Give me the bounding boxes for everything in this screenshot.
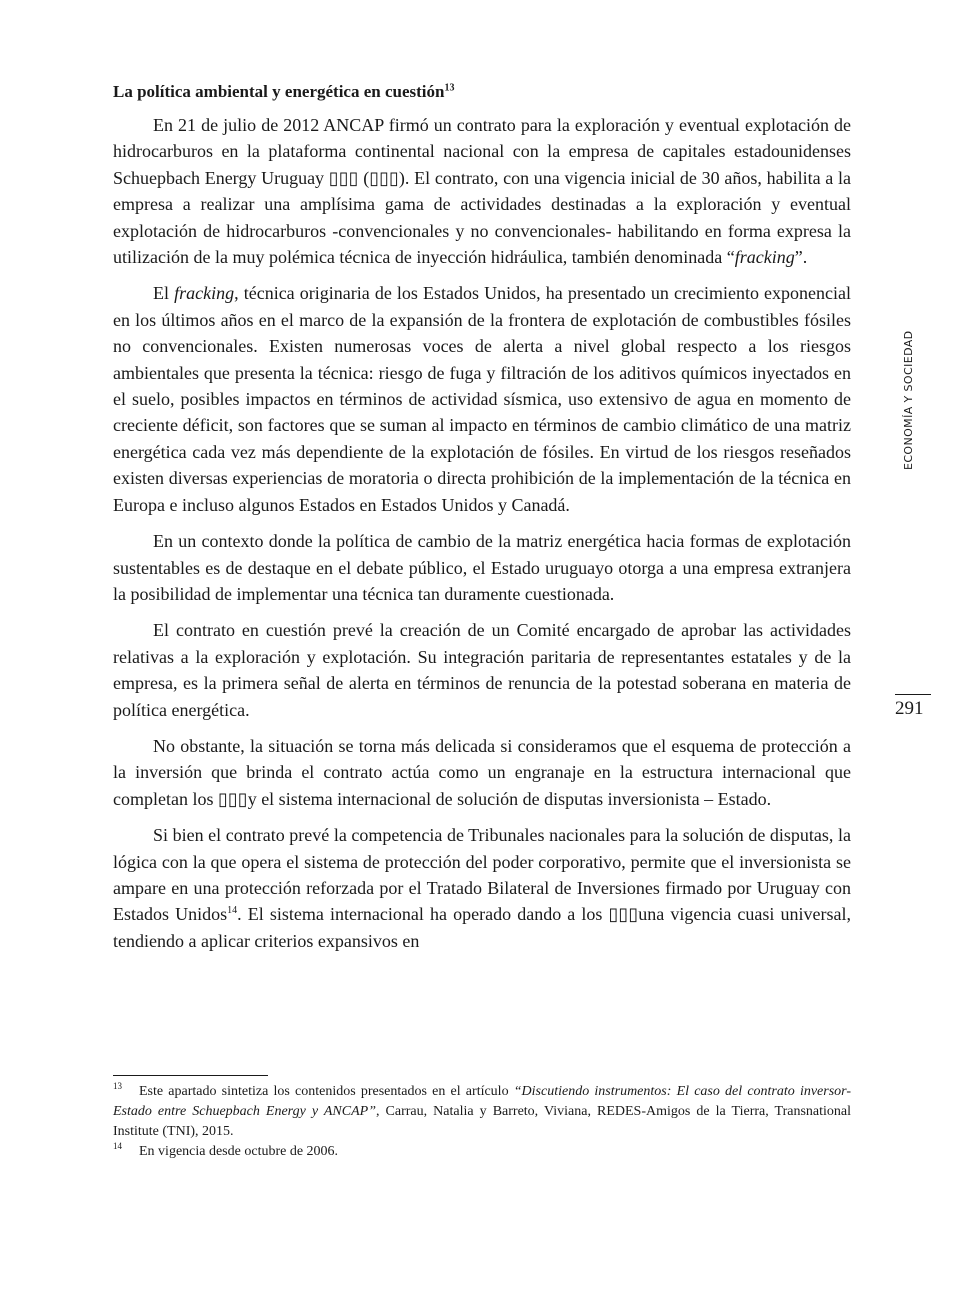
section-heading-text: La política ambiental y energética en cuestión — [113, 82, 445, 101]
paragraph-4: El contrato en cuestión prevé la creación de un Comité encargado de aprobar las actividades relativas a la exploración y explotación. Su integración paritaria de representantes estatales y de la empresa, es la primera señal de alerta en términos de renuncia de la potestad soberana en materia de política energética. — [113, 620, 851, 720]
footnote-13-text-b: , Carrau, Natalia y Barreto, Viviana, REDES-Amigos de la Tierra, Transnational Institute (TNI), 2015. — [113, 1104, 852, 1139]
paragraph-5: No obstante, la situación se torna más delicada si consideramos que el esquema de protección a la inversión que brinda el contrato actúa como un engranaje en la estructura internacional que completan los ▯▯▯y el sistema internacional de solución de disputas inversionista – Estado. — [113, 735, 851, 809]
paragraph-1-italic: fracking — [734, 247, 795, 268]
paragraph-2-text-a: El — [153, 283, 175, 304]
footnote-ref-14: 14 — [227, 905, 238, 917]
paragraph-1-text-a: En 21 de julio de 2012 ANCAP firmó un contrato para la exploración y eventual explotación de hidrocarburos en la plataforma continental nacional con la empresa de capitales estadounidenses Schuepbach Energy Uruguay ▯▯▯ (▯▯▯). El contrato, con una vigencia inicial de 30 años, habilita a la empresa a realizar una amplísima gama de actividades destinadas a la exploración y eventual explotación de hidrocarburos -convencionales y no convencionales- habilitando en forma expresa la utilización de la muy polémica técnica de inyección hidráulica, también denominada “ — [113, 115, 851, 268]
paragraph-2 — [113, 280, 851, 518]
paragraph-6-text-b: . El sistema internacional ha operado dando a los ▯▯▯una vigencia cuasi universal, tendiendo a aplicar criterios expansivos en — [113, 904, 852, 951]
footnote-14-text: En vigencia desde octubre de 2006. — [139, 1144, 339, 1159]
section-heading — [113, 80, 851, 104]
footnotes — [113, 1082, 851, 1162]
main-text-column — [113, 80, 851, 964]
paragraph-1 — [113, 112, 851, 270]
paragraph-6-text-a: Si bien el contrato prevé la competencia de Tribunales nacionales para la solución de disputas, la lógica con la que opera el sistema de protección del poder corporativo, permite que el inversionista se ampare en una protección reforzada por el Tratado Bilateral de Inversiones firmado por Uruguay con Estados Unidos — [113, 825, 851, 925]
footnote-14: 14 En vigencia desde octubre de 2006. — [113, 1141, 339, 1159]
footnote-divider — [113, 1075, 268, 1076]
footnote-ref-13: 13 — [444, 82, 455, 94]
paragraph-3: En un contexto donde la política de cambio de la matriz energética hacia formas de explotación sustentables es de destaque en el debate público, el Estado uruguayo otorga a una empresa extranjera la posibilidad de implementar una técnica tan duramente cuestionada. — [113, 531, 851, 604]
paragraph-1-text-b: ”. — [794, 247, 808, 268]
page-number-rule — [895, 694, 931, 695]
footnote-13: 13 Este apartado sintetiza los contenidos presentados en el artículo “Discutiendo instrumentos: El caso del contrato inversor-Estado entre Schuepbach Energy y ANCAP”, Carrau, Natalia y Barreto, Viviana, REDES-Amigos de la Tierra, Transnational Institute (TNI), 2015. — [113, 1081, 852, 1139]
paragraph-2-italic: fracking — [174, 283, 235, 304]
paragraph-2-text-b: , técnica originaria de los Estados Unidos, ha presentado un crecimiento exponencial en los últimos años en el marco de la expansión de la frontera de explotación de combustibles fósiles no convencionales. Existen numerosas voces de alerta a nivel global respecto a los riesgos ambientales que presenta la técnica: riesgo de fuga y filtración de los aditivos químicos inyectados en el suelo, posibles impactos en términos de actividad sísmica, uso extensivo de agua en momento de creciente déficit, son factores que se suman al impacto en términos de cambio climático de una matriz energética cada vez más dependiente de la explotación de fósiles. En virtud de los riesgos reseñados existen diversas experiencias de moratoria o directa prohibición de la implementación de la técnica en Europa e incluso algunos Estados en Estados Unidos y Canadá. — [113, 283, 852, 515]
footnote-13-text-a: Este apartado sintetiza los contenidos presentados en el artículo — [139, 1084, 514, 1099]
footnote-13-title: “Discutiendo instrumentos: El caso del contrato inversor-Estado entre Schuepbach Energy y ANCAP” — [113, 1084, 851, 1119]
paragraph-6 — [113, 822, 851, 954]
page-number: 291 — [895, 698, 924, 719]
running-section-label: ECONOMÍA Y SOCIEDAD — [902, 330, 915, 470]
